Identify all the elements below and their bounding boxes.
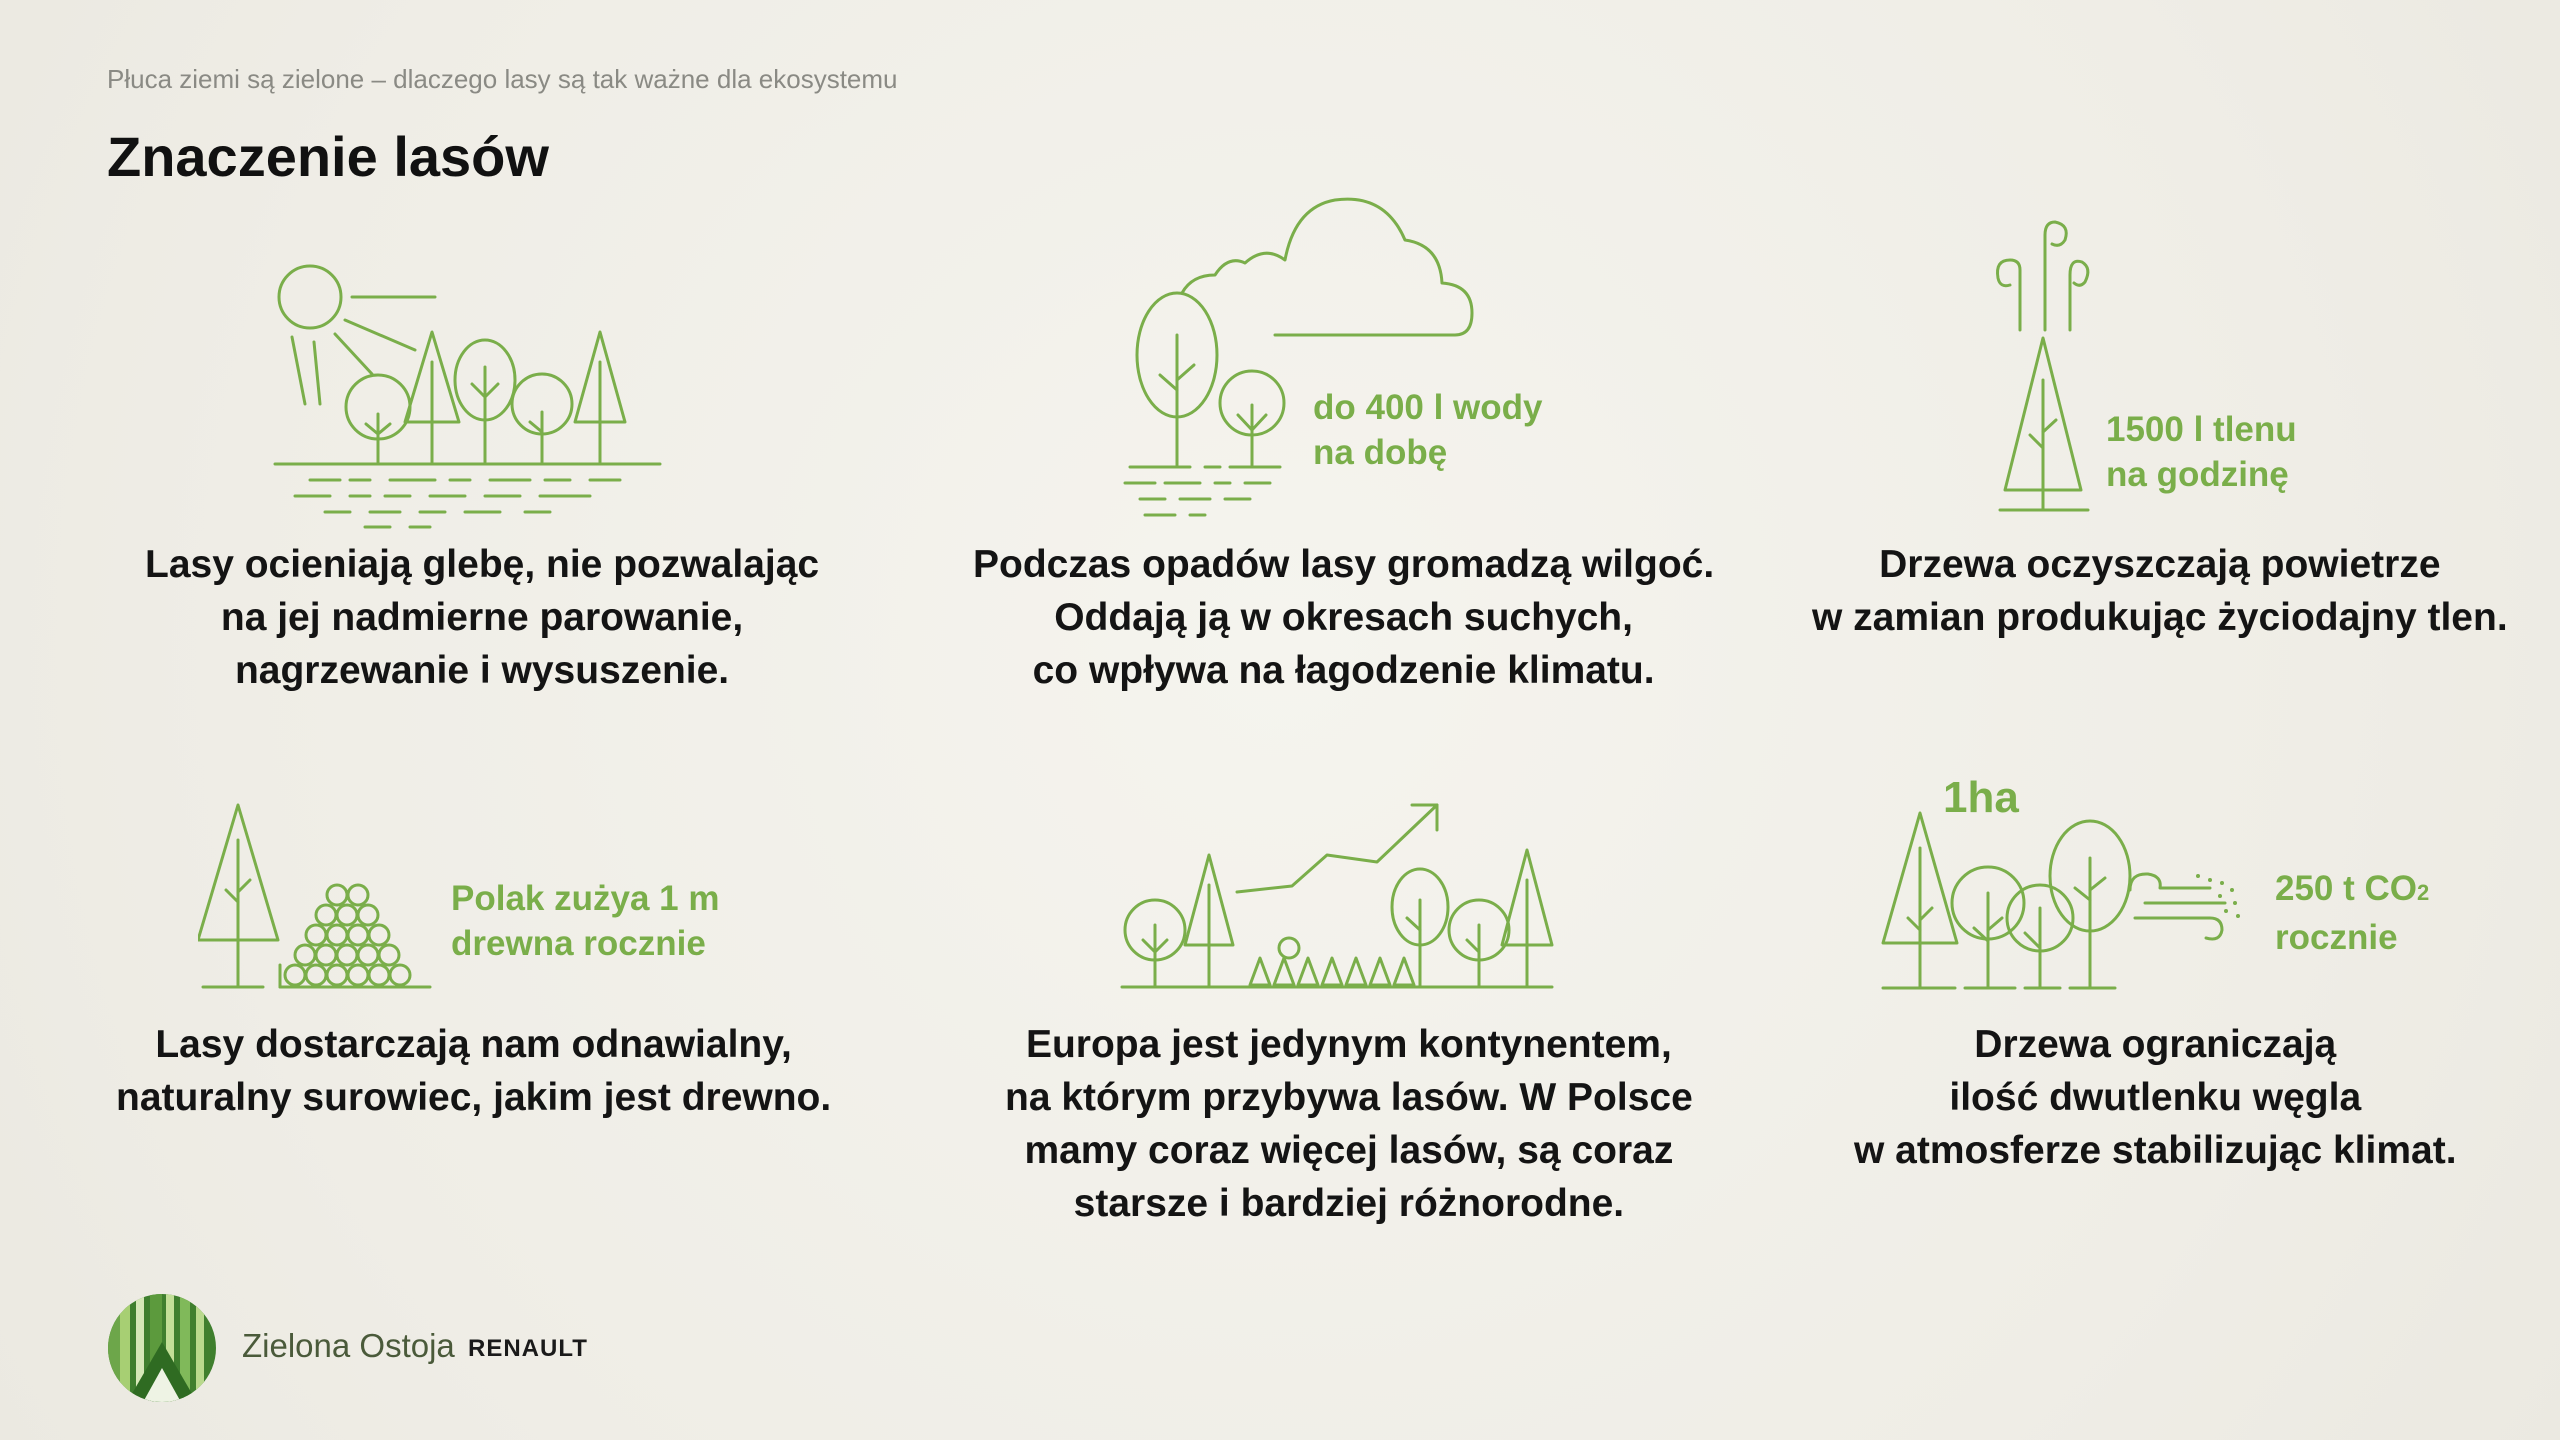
description-line: w atmosferze stabilizując klimat.: [1854, 1129, 2457, 1172]
co2-stat: [2275, 866, 2429, 960]
description-line: Lasy dostarczają nam odnawialny,: [155, 1023, 792, 1066]
co2-subscript: 2: [2417, 880, 2430, 905]
card-3-description: [1812, 538, 2508, 644]
growing-forest-icon: [1117, 800, 1557, 995]
renault-wordmark: RENAULT: [468, 1335, 588, 1362]
sun-trees-icon: [270, 262, 670, 532]
description-line: na jej nadmierne parowanie,: [220, 596, 744, 639]
zielona-ostoja-logo: [106, 1292, 218, 1409]
card-5-description: [1005, 1018, 1693, 1230]
description-line: Lasy ocieniają glebę, nie pozwalając: [145, 543, 820, 586]
stat-line: do 400 l wody: [1313, 388, 1543, 427]
stat-line: rocznie: [2275, 918, 2398, 957]
card-2-description: [973, 538, 1714, 697]
oxygen-tree-icon: [1990, 210, 2110, 520]
stat-line: na dobę: [1313, 433, 1448, 472]
tree-logs-icon: [198, 800, 438, 995]
description-line: co wpływa na łagodzenie klimatu.: [1032, 649, 1655, 692]
hectare-label: 1ha: [1943, 773, 2019, 822]
brand-name: Zielona Ostoja: [242, 1327, 455, 1364]
description-line: Podczas opadów lasy gromadzą wilgoć.: [973, 543, 1715, 586]
page-title: Znaczenie lasów: [107, 125, 549, 188]
description-line: Europa jest jedynym kontynentem,: [1025, 1023, 1672, 1066]
card-4-description: [116, 1018, 831, 1124]
water-stat: [1313, 385, 1543, 475]
stat-line: Polak zużya 1 m: [451, 879, 720, 918]
description-line: Oddają ją w okresach suchych,: [1054, 596, 1633, 639]
description-line: naturalny surowiec, jakim jest drewno.: [116, 1076, 832, 1119]
stat-line: drewna rocznie: [451, 924, 706, 963]
wood-stat: [451, 876, 719, 966]
co2-trees-icon: [1880, 808, 2260, 993]
card-6-description: [1854, 1018, 2457, 1177]
cloud-trees-icon: [1120, 185, 1480, 535]
description-line: na którym przybywa lasów. W Polsce: [1005, 1076, 1693, 1119]
description-line: mamy coraz więcej lasów, są coraz: [1024, 1129, 1674, 1172]
oxygen-stat: [2106, 407, 2297, 497]
description-line: nagrzewanie i wysuszenie.: [234, 649, 730, 692]
card-1-description: [145, 538, 819, 697]
page-subtitle: Płuca ziemi są zielone – dlaczego lasy są tak ważne dla ekosystemu: [107, 64, 898, 94]
description-line: ilość dwutlenku węgla: [1949, 1076, 2362, 1119]
co2-value: 250 t CO: [2275, 869, 2417, 908]
stat-line: 1500 l tlenu: [2106, 410, 2297, 449]
stat-line: na godzinę: [2106, 455, 2289, 494]
stat-line: [2275, 866, 2429, 915]
description-line: w zamian produkując życiodajny tlen.: [1812, 596, 2508, 639]
description-line: Drzewa ograniczają: [1974, 1023, 2337, 1066]
description-line: starsze i bardziej różnorodne.: [1073, 1182, 1625, 1225]
description-line: Drzewa oczyszczają powietrze: [1879, 543, 2441, 586]
